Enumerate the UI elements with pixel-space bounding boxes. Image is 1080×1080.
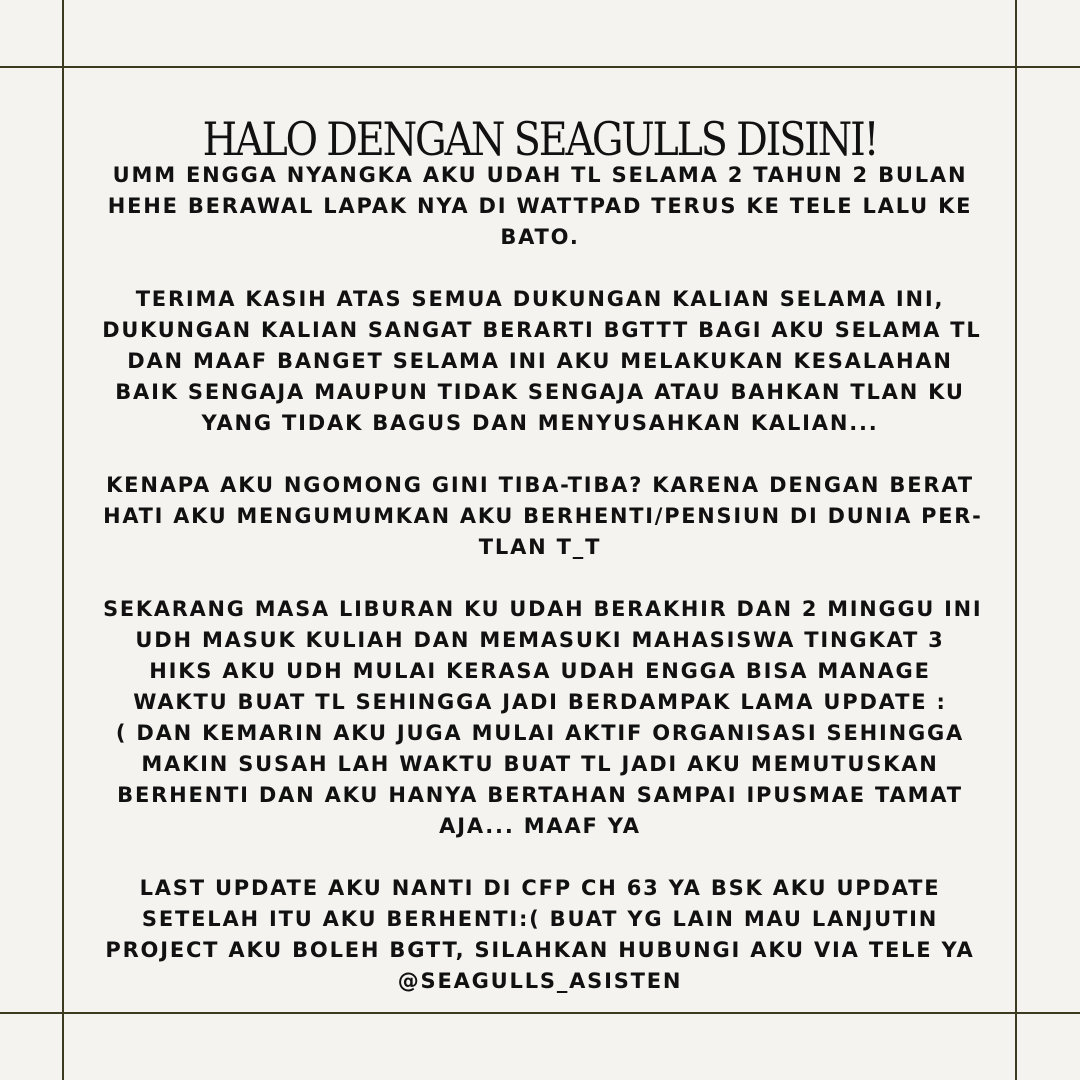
announcement-body [100, 160, 983, 997]
text-line: AJA... MAAF YA [439, 814, 641, 838]
text-line: HATI AKU MENGUMUMKAN AKU BERHENTI/PENSIUN DI DUNIA PER- [103, 504, 983, 528]
text-line: SETELAH ITU AKU BERHENTI:( BUAT YG LAIN MAU LANJUTIN [141, 907, 939, 931]
frame-line-right [1015, 0, 1017, 1080]
text-line: PROJECT AKU BOLEH BGTT, SILAHKAN HUBUNGI AKU VIA TELE YA [105, 938, 975, 962]
text-line: WAKTU BUAT TL SEHINGGA JADI BERDAMPAK LAMA UPDATE : [133, 690, 947, 714]
text-line: BAIK SENGAJA MAUPUN TIDAK SENGAJA ATAU BAHKAN TLAN KU [115, 380, 965, 404]
paragraph-thanks [100, 284, 980, 439]
text-line: LAST UPDATE AKU NANTI DI CFP CH 63 YA BSK AKU UPDATE [139, 876, 941, 900]
page-title: HALO DENGAN SEAGULLS DISINI! [202, 111, 878, 166]
text-line: SEKARANG MASA LIBURAN KU UDAH BERAKHIR DAN 2 MINGGU INI [103, 597, 983, 621]
text-line: DUKUNGAN KALIAN SANGAT BERARTI BGTTT BAGI AKU SELAMA TL [102, 318, 982, 342]
paragraph-intro [100, 160, 980, 253]
text-line: UMM ENGGA NYANGKA AKU UDAH TL SELAMA 2 TAHUN 2 BULAN [112, 163, 968, 187]
frame-line-left [62, 0, 64, 1080]
text-line: BERHENTI DAN AKU HANYA BERTAHAN SAMPAI IPUSMAE TAMAT [117, 783, 963, 807]
text-line: TERIMA KASIH ATAS SEMUA DUKUNGAN KALIAN SELAMA INI, [135, 287, 945, 311]
paragraph-reason [100, 594, 983, 842]
text-line: KENAPA AKU NGOMONG GINI TIBA-TIBA? KARENA DENGAN BERAT [106, 473, 974, 497]
text-line: DAN MAAF BANGET SELAMA INI AKU MELAKUKAN KESALAHAN [127, 349, 953, 373]
paragraph-announcement [100, 470, 983, 563]
frame-line-top [0, 66, 1080, 68]
text-line: ( DAN KEMARIN AKU JUGA MULAI AKTIF ORGANISASI SEHINGGA [115, 721, 965, 745]
text-line: HIKS AKU UDH MULAI KERASA UDAH ENGGA BISA MANAGE [149, 659, 931, 683]
text-line: MAKIN SUSAH LAH WAKTU BUAT TL JADI AKU MEMUTUSKAN [141, 752, 939, 776]
frame-line-bottom [0, 1012, 1080, 1014]
paragraph-last-update [100, 873, 980, 997]
text-line: HEHE BERAWAL LAPAK NYA DI WATTPAD TERUS KE TELE LALU KE [107, 194, 973, 218]
text-line: BATO. [500, 225, 580, 249]
contact-handle: @SEAGULLS_ASISTEN [397, 969, 683, 993]
text-line: UDH MASUK KULIAH DAN MEMASUKI MAHASISWA TINGKAT 3 [135, 628, 945, 652]
text-line: TLAN T_T [478, 535, 602, 559]
text-line: YANG TIDAK BAGUS DAN MENYUSAHKAN KALIAN... [201, 411, 879, 435]
